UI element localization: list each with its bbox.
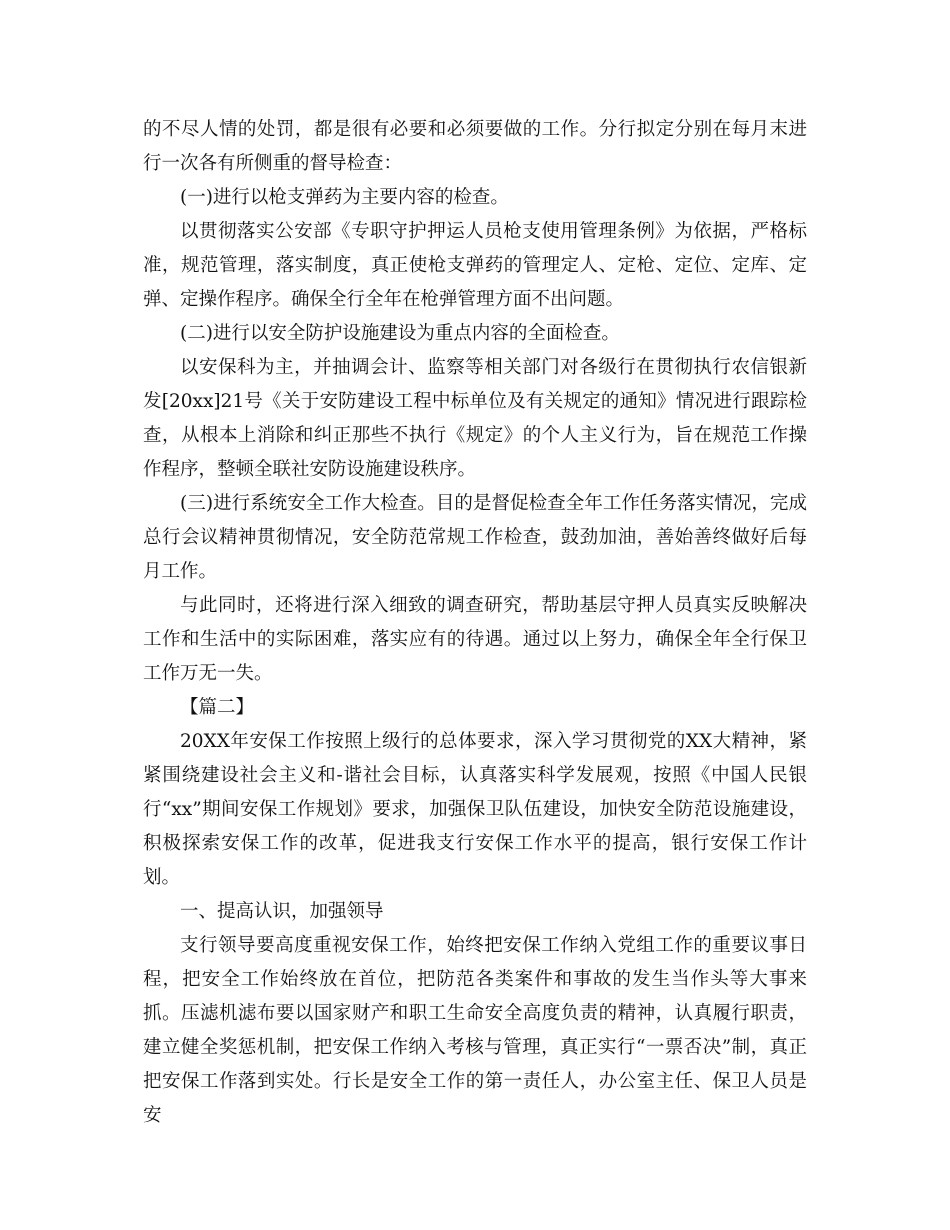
paragraph: 支行领导要高度重视安保工作，始终把安保工作纳入党组工作的重要议事日程，把安全工作始终放在首位，把防范各类案件和事故的发生当作头等大事来抓。压滤机滤布要以国家财产和职工生命安全高度负责的精神，认真履行职责，建立健全奖惩机制，把安保工作纳入考核与管理，真正实行“一票否决”制，真正把安保工作落到实处。行长是安全工作的第一责任人，办公室主任、保卫人员是安 xyxy=(143,935,807,1126)
paragraph: 与此同时，还将进行深入细致的调查研究，帮助基层守押人员真实反映解决工作和生活中的实际困难，落实应有的待遇。通过以上努力，确保全年全行保卫工作万无一失。 xyxy=(143,595,807,684)
section-heading: (一)进行以枪支弹药为主要内容的检查。 xyxy=(180,187,509,208)
paragraph: 的不尽人情的处罚，都是很有必要和必须要做的工作。分行拟定分别在每月末进行一次各有所侧重的督导检查： xyxy=(143,119,807,174)
section-heading: (二)进行以安全防护设施建设为重点内容的全面检查。 xyxy=(180,323,620,344)
document-body xyxy=(143,113,807,1133)
paragraph: (三)进行系统安全工作大检查。目的是督促检查全年工作任务落实情况，完成总行会议精神贯彻情况，安全防范常规工作检查，鼓劲加油，善始善终做好后每月工作。 xyxy=(143,493,807,582)
paragraph: 以贯彻落实公安部《专职守护押运人员枪支使用管理条例》为依据，严格标准，规范管理，落实制度，真正使枪支弹药的管理定人、定枪、定位、定库、定弹、定操作程序。确保全行全年在枪弹管理方面不出问题。 xyxy=(143,221,807,310)
section-heading: 一、提高认识，加强领导 xyxy=(180,901,384,922)
paragraph: 20XX年安保工作按照上级行的总体要求，深入学习贯彻党的XX大精神，紧紧围绕建设社会主义和-谐社会目标，认真落实科学发展观，按照《中国人民银行“xx”期间安保工作规划》要求，加强保卫队伍建设，加快安全防范设施建设，积极探索安保工作的改革，促进我支行安保工作水平的提高，银行安保工作计划。 xyxy=(143,731,807,888)
paragraph: 以安保科为主，并抽调会计、监察等相关部门对各级行在贯彻执行农信银新发[20xx]21号《关于安防建设工程中标单位及有关规定的通知》情况进行跟踪检查，从根本上消除和纠正那些不执行《规定》的个人主义行为，旨在规范工作操作程序，整顿全联社安防设施建设秩序。 xyxy=(143,357,807,480)
part-heading: 【篇二】 xyxy=(180,697,255,718)
